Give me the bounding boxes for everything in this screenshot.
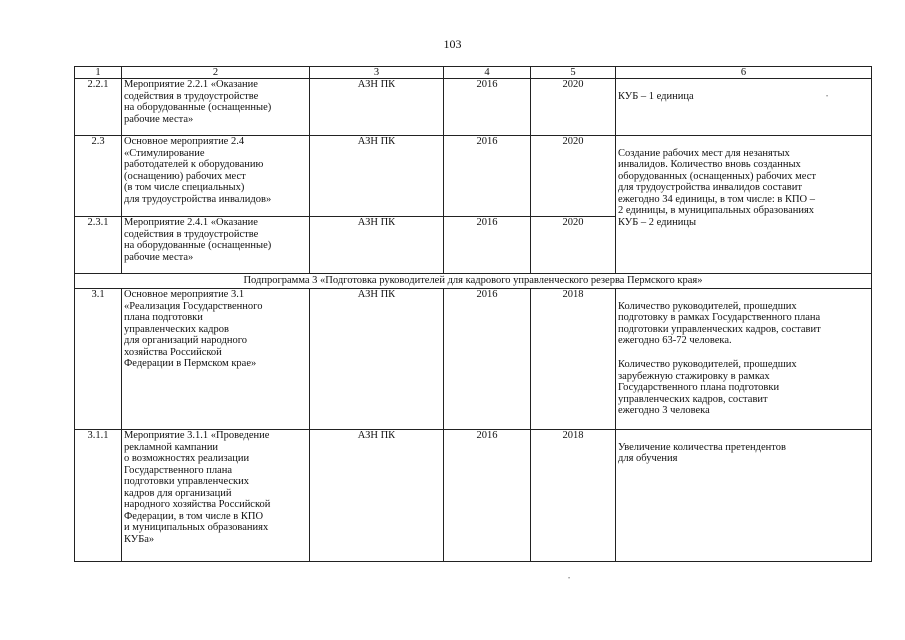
page-number: 103 <box>443 37 462 51</box>
expected-result <box>616 289 872 430</box>
column-number: 6 <box>616 67 872 79</box>
measure-name: Мероприятие 2.4.1 «Оказание содействия в трудоустройстве на оборудованные (оснащенные) рабочие места» <box>122 217 310 274</box>
result-text: Увеличение количества претендентов для обучения <box>618 441 786 464</box>
row-number: 2.2.1 <box>75 79 122 136</box>
start-year: 2016 <box>444 430 531 562</box>
table-row <box>75 289 872 430</box>
scan-speck: • <box>826 94 829 100</box>
row-number: 2.3 <box>75 136 122 217</box>
measure-name: Мероприятие 3.1.1 «Проведение рекламной кампании о возможностях реализации Государственного плана подготовки управленческих кадров для организаций народного хозяйства Российской Федерации, в том числе в КПО и муниципальных образованиях КУБа» <box>122 430 310 562</box>
end-year: 2018 <box>531 289 616 430</box>
result-text: КУБ – 1 единица <box>618 90 694 102</box>
scan-speck: • <box>568 576 571 582</box>
column-number: 5 <box>531 67 616 79</box>
column-number-row <box>75 67 872 79</box>
executor: АЗН ПК <box>310 430 444 562</box>
executor: АЗН ПК <box>310 217 444 274</box>
result-text: Количество руководителей, прошедших подготовку в рамках Государственного плана подготовки управленческих кадров, составит ежегодно 63-72 человека. <box>618 300 821 346</box>
start-year: 2016 <box>444 79 531 136</box>
column-number: 3 <box>310 67 444 79</box>
measure-name: Основное мероприятие 2.4 «Стимулирование работодателей к оборудованию (оснащению) рабочих мест (в том числе специальных) для трудоустройства инвалидов» <box>122 136 310 217</box>
executor: АЗН ПК <box>310 289 444 430</box>
result-text: Количество руководителей, прошедших зарубежную стажировку в рамках Государственного плана подготовки управленческих кадров, составит ежегодно 3 человека <box>618 359 797 416</box>
end-year: 2018 <box>531 430 616 562</box>
end-year: 2020 <box>531 217 616 274</box>
start-year: 2016 <box>444 136 531 217</box>
measure-name: Основное мероприятие 3.1 «Реализация Государственного плана подготовки управленческих кадров для организаций народного хозяйства Российской Федерации в Пермском крае» <box>122 289 310 430</box>
row-number: 3.1.1 <box>75 430 122 562</box>
column-number: 2 <box>122 67 310 79</box>
column-number: 1 <box>75 67 122 79</box>
table-row <box>75 136 872 217</box>
table-row <box>75 79 872 136</box>
executor: АЗН ПК <box>310 79 444 136</box>
row-number: 2.3.1 <box>75 217 122 274</box>
end-year: 2020 <box>531 79 616 136</box>
start-year: 2016 <box>444 217 531 274</box>
subprogram-row <box>75 274 872 289</box>
expected-result <box>616 136 872 274</box>
subprogram-title: Подпрограмма 3 «Подготовка руководителей для кадрового управленческого резерва Пермского края» <box>75 274 872 289</box>
column-number: 4 <box>444 67 531 79</box>
program-table <box>74 66 872 562</box>
end-year: 2020 <box>531 136 616 217</box>
result-text: Создание рабочих мест для незанятых инвалидов. Количество вновь созданных оборудованных (оснащенных) рабочих мест для трудоустройства инвалидов составит ежегодно 34 единицы, в том числе: в КПО – 2 единицы, в муниципальных образованиях КУБ – 2 единицы <box>618 147 816 228</box>
start-year: 2016 <box>444 289 531 430</box>
expected-result <box>616 430 872 562</box>
table-row <box>75 430 872 562</box>
executor: АЗН ПК <box>310 136 444 217</box>
measure-name: Мероприятие 2.2.1 «Оказание содействия в трудоустройстве на оборудованные (оснащенные) рабочие места» <box>122 79 310 136</box>
expected-result <box>616 79 872 136</box>
row-number: 3.1 <box>75 289 122 430</box>
